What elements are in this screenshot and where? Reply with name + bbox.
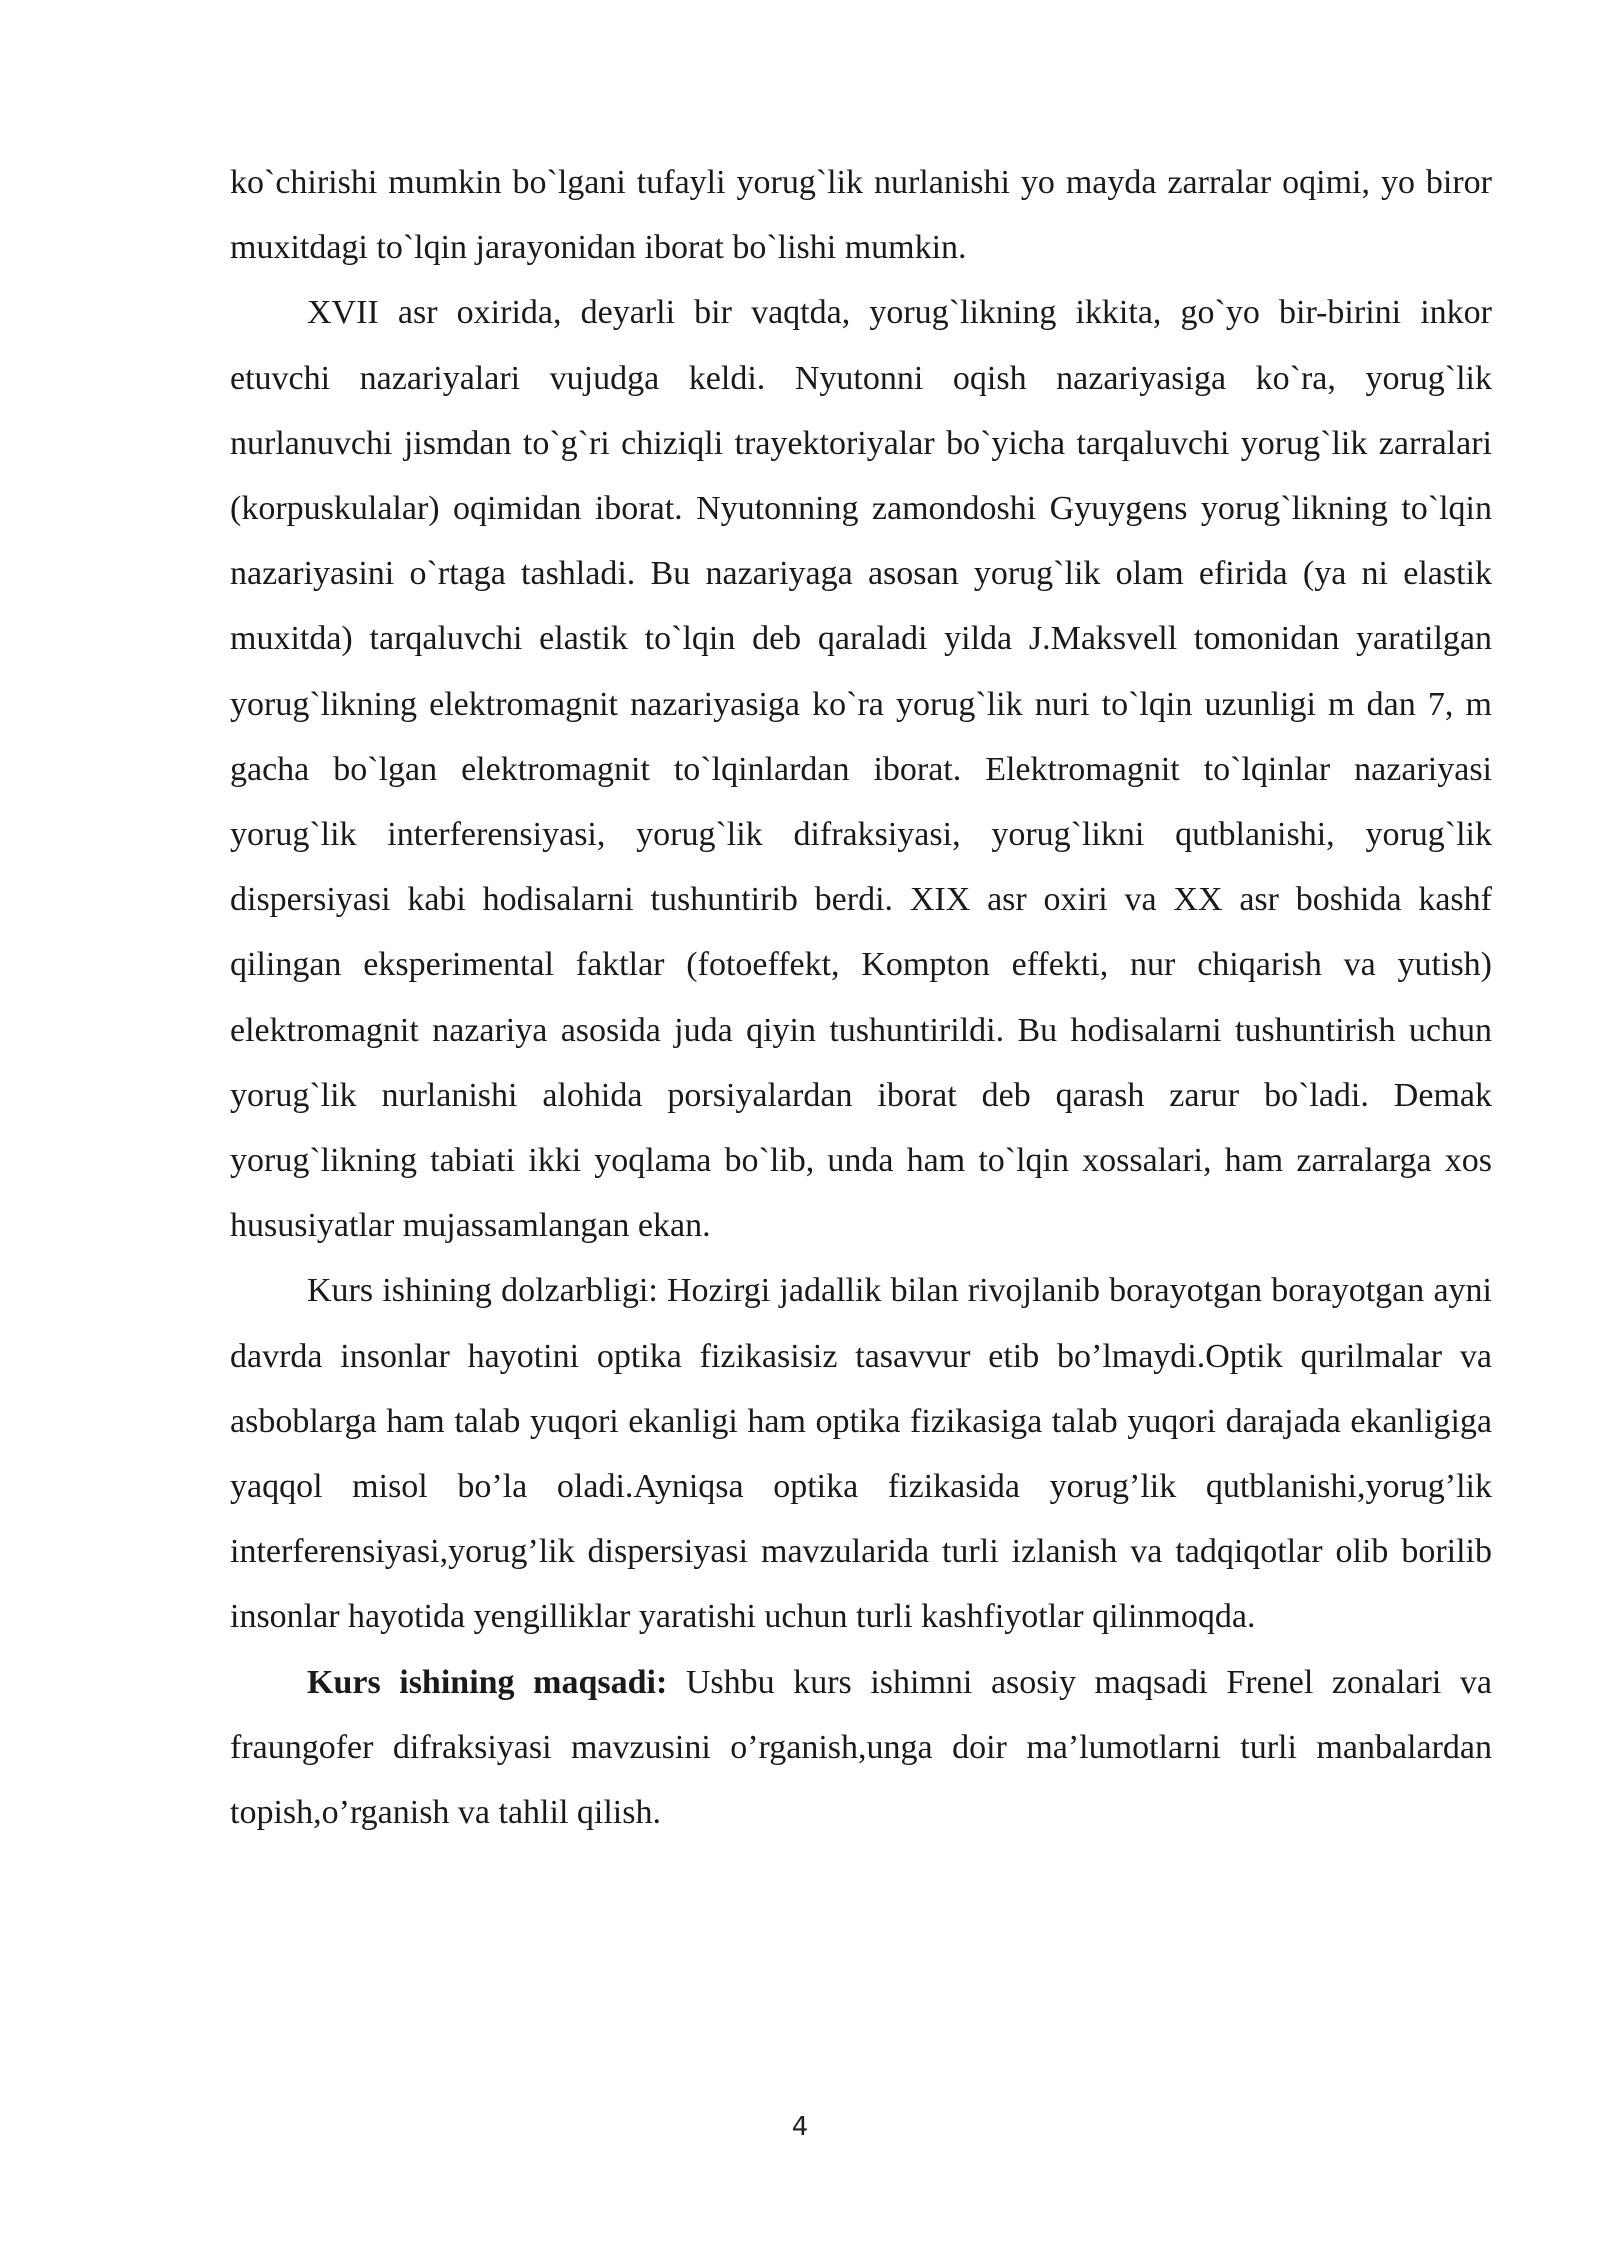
goal-text: Ushbu kurs ishimni asosiy maqsadi Frenel zonalari va fraungofer difraksiyasi mavzusini o’rganish,unga doir ma’lumotlarni turli manbalardan topish,o’rganish va tahlil qilish. [230, 1663, 1492, 1832]
paragraph-continuation: ko`chirishi mumkin bo`lgani tufayli yorug`lik nurlanishi yo mayda zarralar oqimi, yo biror muxitdagi to`lqin jarayonidan iborat bo`lishi mumkin. [230, 164, 1492, 267]
paragraph-goal [230, 1650, 1492, 1846]
paragraph-relevance: Kurs ishining dolzarbligi: Hozirgi jadallik bilan rivojlanib borayotgan borayotgan ayni davrda insonlar hayotini optika fizikasisiz tasavvur etib bo’lmaydi.Optik qurilmalar va asboblarga ham talab yuqori ekanligi ham optika fizikasiga talab yuqori darajada ekanligiga yaqqol misol bo’la oladi.Ayniqsa optika fizikasida yorug’lik qutblanishi,yorug’lik interferensiyasi,yorug’lik dispersiyasi mavzularida turli izlanish va tadqiqotlar olib borilib insonlar hayotida yengilliklar yaratishi uchun turli kashfiyotlar qilinmoqda. [230, 1272, 1492, 1636]
body-text [230, 150, 1492, 1845]
goal-heading: Kurs ishining maqsadi: [307, 1663, 668, 1701]
page-number: 4 [791, 2112, 809, 2142]
paragraph-light-theories: XVII asr oxirida, deyarli bir vaqtda, yorug`likning ikkita, go`yo bir-birini inkor etuvchi nazariyalari vujudga keldi. Nyutonni oqish nazariyasiga ko`ra, yorug`lik nurlanuvchi jismdan to`g`ri chiziqli trayektoriyalar bo`yicha tarqaluvchi yorug`lik zarralari (korpuskulalar) oqimidan iborat. Nyutonning zamondoshi Gyuygens yorug`likning to`lqin nazariyasini o`rtaga tashladi. Bu nazariyaga asosan yorug`lik olam efirida (ya ni elastik muxitda) tarqaluvchi elastik to`lqin deb qaraladi yilda J.Maksvell tomonidan yaratilgan yorug`likning elektromagnit nazariyasiga ko`ra yorug`lik nuri to`lqin uzunligi m dan 7, m gacha bo`lgan elektromagnit to`lqinlardan iborat. Elektromagnit to`lqinlar nazariyasi yorug`lik interferensiyasi, yorug`lik difraksiyasi, yorug`likni qutblanishi, yorug`lik dispersiyasi kabi hodisalarni tushuntirib berdi. XIX asr oxiri va XX asr boshida kashf qilingan eksperimental faktlar (fotoeffekt, Kompton effekti, nur chiqarish va yutish) elektromagnit nazariya asosida juda qiyin tushuntirildi. Bu hodisalarni tushuntirish uchun yorug`lik nurlanishi alohida porsiyalardan iborat deb qarash zarur bo`ladi. Demak yorug`likning tabiati ikki yoqlama bo`lib, unda ham to`lqin xossalari, ham zarralarga xos hususiyatlar mujassamlangan ekan. [230, 294, 1492, 1245]
